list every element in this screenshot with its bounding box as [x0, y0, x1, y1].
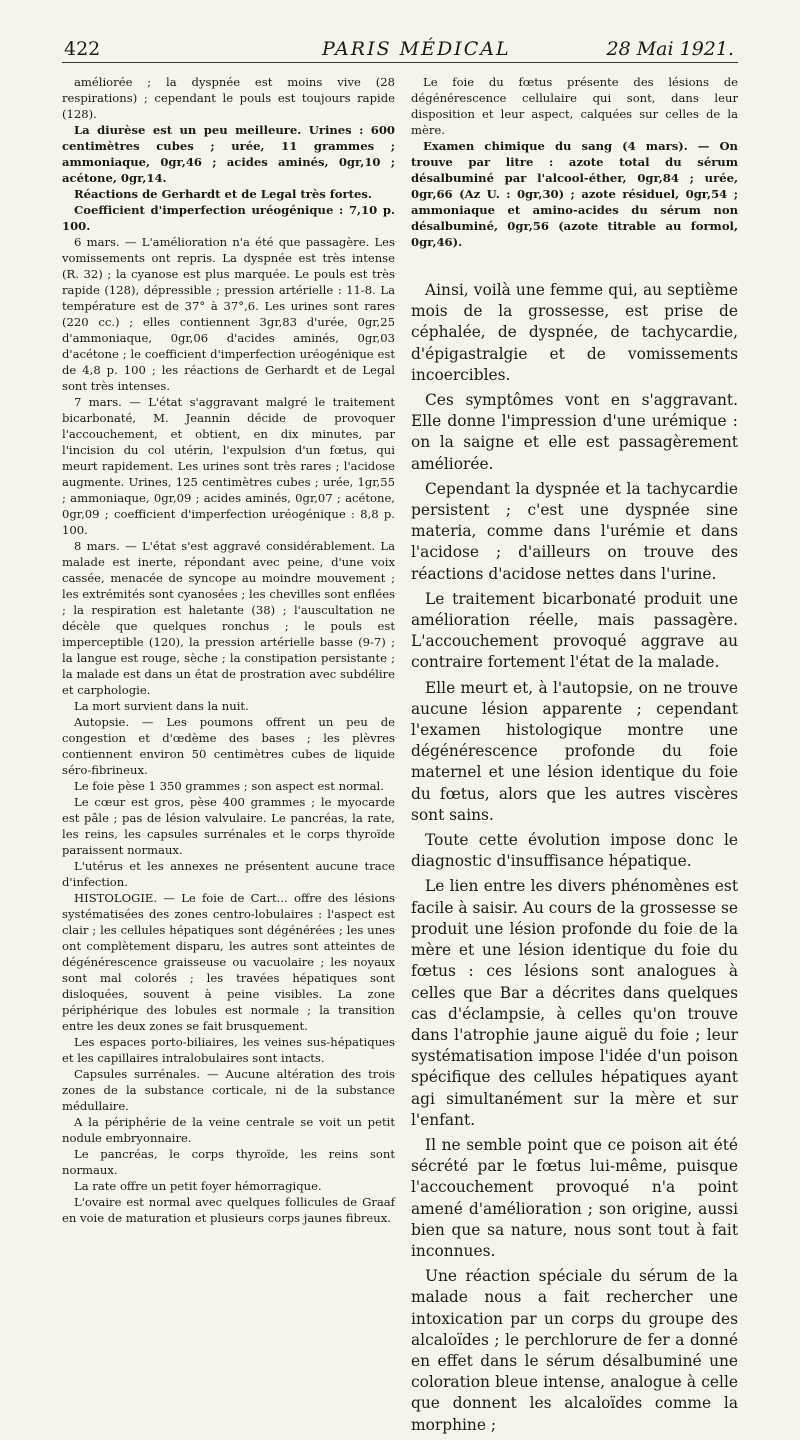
paragraph: L'ovaire est normal avec quelques follicules de Graaf en voie de maturation et plusieurs corps jaunes fibreux.: [62, 1195, 395, 1225]
page-header: [62, 38, 738, 63]
paragraph: Coefficient d'imperfection uréogénique : 7,10 p. 100.: [62, 203, 395, 233]
discussion-block: [411, 280, 738, 1436]
paragraph: Autopsie. — Les poumons offrent un peu de congestion et d'œdème des bases ; les plèvres contiennent environ 50 centimètres cubes de liquide séro-fibrineux.: [62, 715, 395, 777]
paragraph: HISTOLOGIE. — Le foie de Cart... offre des lésions systématisées des zones centro-lobulaires : l'aspect est clair ; les cellules hépatiques sont dégénérées ; les unes ont complètement disparu, les autres sont atteintes de dégénérescence graisseuse ou vacuolaire ; les noyaux sont mal colorés ; les travées hépatiques sont disloquées, souvent à peine visibles. La zone périphérique des lobules est normale ; la transition entre les deux zones se fait brusquement.: [62, 891, 395, 1033]
left-column: [62, 74, 395, 1226]
paragraph: Toute cette évolution impose donc le diagnostic d'insuffisance hépatique.: [411, 831, 738, 871]
paragraph: Le foie pèse 1 350 grammes ; son aspect est normal.: [74, 779, 384, 793]
journal-title: PARIS MÉDICAL: [322, 38, 511, 60]
issue-date: 28 Mai 1921.: [606, 38, 734, 60]
paragraph: Le lien entre les divers phénomènes est facile à saisir. Au cours de la grossesse se produit une lésion profonde du foie de la mère et une lésion identique du foie du fœtus : ces lésions sont analogues à celles que Bar a décrites dans quelques cas d'éclampsie, à celles qu'on trouve dans l'atrophie jaune aiguë du foie ; leur systématisation impose l'idée d'un poison spécifique des cellules hépatiques ayant agi simultanément sur la mère et sur l'enfant.: [411, 877, 738, 1129]
paragraph: Examen chimique du sang (4 mars). — On trouve par litre : azote total du sérum désalbuminé par l'alcool-éther, 0gr,84 ; urée, 0gr,66 (Az U. : 0gr,30) ; azote résiduel, 0gr,54 ; ammoniaque et amino-acides du sérum non désalbuminé, 0gr,56 (azote titrable au formol, 0gr,46).: [411, 139, 738, 249]
paragraph: Il ne semble point que ce poison ait été sécrété par le fœtus lui-même, puisque l'accouchement provoqué n'a point amené d'amélioration ; son origine, aussi bien que sa nature, nous sont tout à fait inconnues.: [411, 1135, 738, 1260]
paragraph: La diurèse est un peu meilleure. Urines : 600 centimètres cubes ; urée, 11 grammes ; ammoniaque, 0gr,46 ; acides aminés, 0gr,10 ; acétone, 0gr,14.: [62, 123, 395, 185]
paragraph: La mort survient dans la nuit.: [74, 699, 249, 713]
paragraph: Capsules surrénales. — Aucune altération des trois zones de la substance corticale, ni de la substance médullaire.: [62, 1067, 395, 1113]
paragraph: 8 mars. — L'état s'est aggravé considérablement. La malade est inerte, répondant avec peine, d'une voix cassée, menacée de syncope au moindre mouvement ; les extrémités sont cyanosées ; les chevilles sont enflées ; la respiration est haletante (38) ; l'auscultation ne décèle que quelques ronchus ; le pouls est imperceptible (120), la pression artérielle basse (9-7) ; la langue est rouge, sèche ; la constipation persistante ; la malade est dans un état de prostration avec subdélire et carphologie.: [62, 539, 395, 697]
paragraph: 6 mars. — L'amélioration n'a été que passagère. Les vomissements ont repris. La dyspnée est très intense (R. 32) ; la cyanose est plus marquée. Le pouls est très rapide (128), dépressible ; pression artérielle : 11-8. La température est de 37° à 37°,6. Les urines sont rares (220 cc.) ; elles contiennent 3gr,83 d'urée, 0gr,25 d'ammoniaque, 0gr,06 d'acides aminés, 0gr,03 d'acétone ; le coefficient d'imperfection uréogénique est de 4,8 p. 100 ; les réactions de Gerhardt et de Legal sont très intenses.: [62, 235, 395, 393]
page-number: 422: [64, 38, 101, 60]
paragraph: Le foie du fœtus présente des lésions de dégénérescence cellulaire qui sont, dans leur disposition et leur aspect, calquées sur celles de la mère.: [411, 75, 738, 137]
paragraph: Le traitement bicarbonaté produit une amélioration réelle, mais passagère. L'accouchement provoqué aggrave au contraire fortement l'état de la malade.: [411, 589, 738, 672]
paragraph: A la périphérie de la veine centrale se voit un petit nodule embryonnaire.: [62, 1115, 395, 1145]
paragraph: Le pancréas, le corps thyroïde, les reins sont normaux.: [62, 1147, 395, 1177]
paragraph: Cependant la dyspnée et la tachycardie persistent ; c'est une dyspnée sine materia, comme dans l'urémie et dans l'acidose ; d'ailleurs on trouve des réactions d'acidose nettes dans l'urine.: [411, 479, 738, 583]
paragraph: Ces symptômes vont en s'aggravant. Elle donne l'impression d'une urémique : on la saigne et elle est passagèrement améliorée.: [411, 391, 738, 473]
paragraph: La rate offre un petit foyer hémorragique.: [74, 1179, 322, 1193]
paragraph: Ainsi, voilà une femme qui, au septième mois de la grossesse, est prise de céphalée, de dyspnée, de tachycardie, d'épigastralgie et de vomissements incoercibles.: [411, 281, 738, 384]
paragraph: Les espaces porto-biliaires, les veines sus-hépatiques et les capillaires intralobulaires sont intacts.: [62, 1035, 395, 1065]
paragraph: Le cœur est gros, pèse 400 grammes ; le myocarde est pâle ; pas de lésion valvulaire. Le pancréas, la rate, les reins, les capsules surrénales et le corps thyroïde paraissent normaux.: [62, 795, 395, 857]
paragraph: Elle meurt et, à l'autopsie, on ne trouve aucune lésion apparente ; cependant l'examen histologique montre une dégénérescence profonde du foie maternel et une lésion identique du foie du fœtus, alors que les autres viscères sont sains.: [411, 678, 738, 824]
paragraph: Une réaction spéciale du sérum de la malade nous a fait rechercher une intoxication par un corps du groupe des alcaloïdes ; le perchlorure de fer a donné en effet dans le sérum désalbuminé une coloration bleue intense, analogue à celle que donnent les alcaloïdes comme la morphine ;: [411, 1267, 738, 1434]
paragraph: L'utérus et les annexes ne présentent aucune trace d'infection.: [62, 859, 395, 889]
notes-block: [411, 74, 738, 250]
paragraph: améliorée ; la dyspnée est moins vive (28 respirations) ; cependant le pouls est toujours rapide (128).: [62, 75, 395, 121]
right-column: [411, 74, 738, 1440]
paragraph: Réactions de Gerhardt et de Legal très fortes.: [74, 187, 372, 201]
paragraph: 7 mars. — L'état s'aggravant malgré le traitement bicarbonaté, M. Jeannin décide de provoquer l'accouchement, et obtient, en dix minutes, par l'incision du col utérin, l'expulsion d'un fœtus, qui meurt rapidement. Les urines sont très rares ; l'acidose augmente. Urines, 125 centimètres cubes ; urée, 1gr,55 ; ammoniaque, 0gr,09 ; acides aminés, 0gr,07 ; acétone, 0gr,09 ; coefficient d'imperfection uréogénique : 8,8 p. 100.: [62, 395, 395, 537]
